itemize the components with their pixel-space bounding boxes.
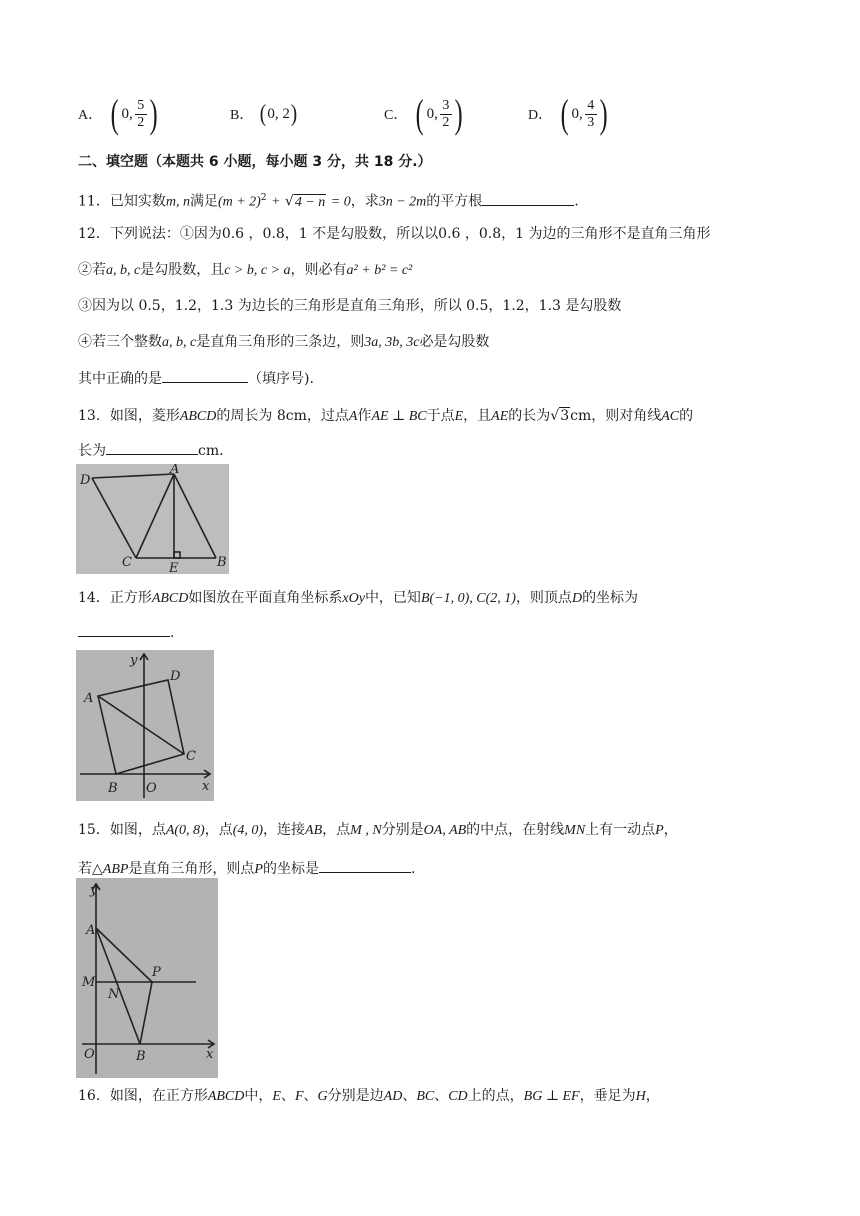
label-b: B xyxy=(108,781,118,796)
question-13-line-1: 13．如图，菱形ABCD的周长为 8cm，过点A作AE ⊥ BC于点E，且AE的长为√3cm，则对角线AC的 xyxy=(78,408,694,424)
figure-15-coordinate xyxy=(76,878,218,1078)
label-m: M xyxy=(82,975,96,990)
option-c: C． ( 0, $\frac{3}{2}$ ) xyxy=(384,91,463,136)
square-coordinate-diagram xyxy=(76,650,214,801)
label-c: C xyxy=(186,749,196,764)
label-c: C xyxy=(122,555,132,570)
section-heading: 二、填空题（本题共 6 小题，每小题 3 分，共 18 分.） xyxy=(78,154,432,170)
answer-blank-12[interactable] xyxy=(162,368,248,383)
question-12-line-3: ③因为以 0.5，1.2，1.3 为边长的三角形是直角三角形，所以 0.5，1.2，1.3 是勾股数 xyxy=(78,298,622,314)
label-p: P xyxy=(152,965,161,980)
question-14-line-2: . xyxy=(78,622,174,643)
label-x: x xyxy=(202,779,210,794)
label-b: B xyxy=(217,555,227,570)
figure-13-rhombus xyxy=(76,464,229,574)
label-d: D xyxy=(80,473,91,488)
answer-blank-15[interactable] xyxy=(319,858,411,873)
answer-blank-14[interactable] xyxy=(78,622,170,637)
label-a: A xyxy=(86,923,96,938)
answer-blank-13[interactable] xyxy=(106,440,198,455)
answer-blank-11[interactable] xyxy=(482,191,574,206)
rhombus-diagram xyxy=(76,464,229,574)
triangle-coordinate-diagram xyxy=(76,878,218,1078)
question-12-line-5: 其中正确的是 （填序号). xyxy=(78,368,314,389)
label-y: y xyxy=(130,653,138,668)
label-y: y xyxy=(90,883,98,898)
question-15-line-2: 若△ABP是直角三角形，则点P的坐标是 . xyxy=(78,858,415,880)
option-a: A． ( 0, $\frac{5}{2}$ ) xyxy=(78,91,158,136)
option-d: D． ( 0, $\frac{4}{3}$ ) xyxy=(528,91,608,136)
question-16-line-1: 16．如图，在正方形ABCD中，E、F、G分别是边AD、BC、CD上的点，BG ⊥ EF，垂足为H， xyxy=(78,1088,660,1104)
figure-14-square xyxy=(76,650,214,801)
label-e: E xyxy=(169,561,179,574)
label-b: B xyxy=(136,1049,146,1064)
label-a: A xyxy=(170,464,180,477)
label-n: N xyxy=(108,987,120,1002)
option-b: B． ( 0, 2 ) xyxy=(230,101,298,127)
question-13-line-2: 长为 cm. xyxy=(78,440,224,461)
label-a: A xyxy=(84,691,94,706)
question-12-line-2: ②若a, b, c是勾股数，且c > b, c > a，则必有a² + b² = c² xyxy=(78,262,413,278)
label-x: x xyxy=(206,1047,214,1062)
label-o: O xyxy=(146,781,157,796)
question-15-line-1: 15．如图，点A(0, 8)，点(4, 0)，连接AB，点M , N分别是OA, AB的中点，在射线MN上有一动点P， xyxy=(78,822,678,838)
label-o: O xyxy=(84,1047,95,1062)
question-11: 11．已知实数m, n满足$(m + 2)^2 + √4 - n = 0$，求3n − 2m的平方根 . xyxy=(78,188,579,213)
question-14-line-1: 14．正方形ABCD如图放在平面直角坐标系xOy中，已知B(−1, 0), C(2, 1)，则顶点D的坐标为 xyxy=(78,590,639,606)
label-d: D xyxy=(170,669,181,684)
question-12-line-1: 12．下列说法：①因为0.6 ，0.8，1 不是勾股数，所以以0.6 ，0.8，1 为边的三角形不是直角三角形 xyxy=(78,226,711,242)
question-12-line-4: ④若三个整数a, b, c是直角三角形的三条边，则3a, 3b, 3c必是勾股数 xyxy=(78,334,490,350)
